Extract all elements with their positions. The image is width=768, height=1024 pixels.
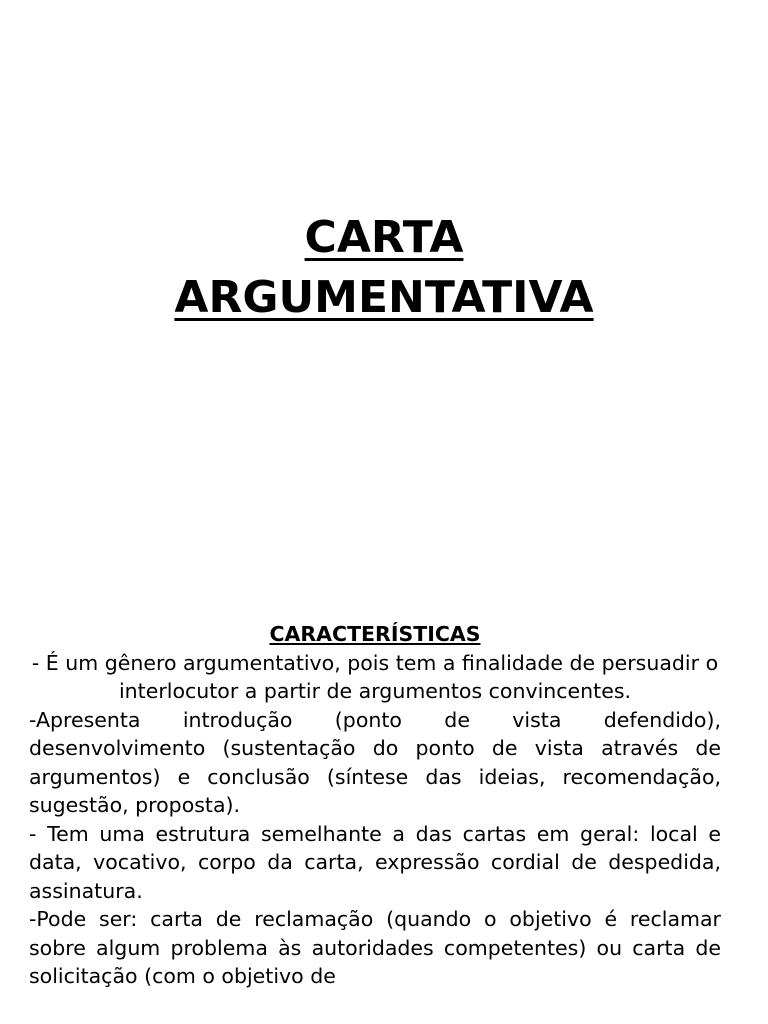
bullet-item-4: -Pode ser: carta de reclamação (quando o objetivo é reclamar sobre algum problema às autoridades competentes) ou carta de solicitação (com o objetivo de xyxy=(29,907,721,988)
bullet-item-3: - Tem uma estrutura semelhante a das cartas em geral: local e data, vocativo, corpo da carta, expressão cordial de despedida, assinatura. xyxy=(29,821,721,903)
bullet-item-1: - É um gênero argumentativo, pois tem a finalidade de persuadir o interlocutor a partir de argumentos convincentes. xyxy=(31,650,719,703)
characteristics-section xyxy=(29,620,721,991)
title-line-1: CARTA xyxy=(304,212,464,263)
section-heading: CARACTERÍSTICAS xyxy=(269,622,481,646)
title-line-2: ARGUMENTATIVA xyxy=(174,272,594,323)
slide-title xyxy=(0,208,768,328)
bullet-item-2: -Apresenta introdução (ponto de vista defendido), desenvolvimento (sustentação do ponto de vista através de argumentos) e conclusão (síntese das ideias, recomendação, sugestão, proposta). xyxy=(29,707,721,817)
